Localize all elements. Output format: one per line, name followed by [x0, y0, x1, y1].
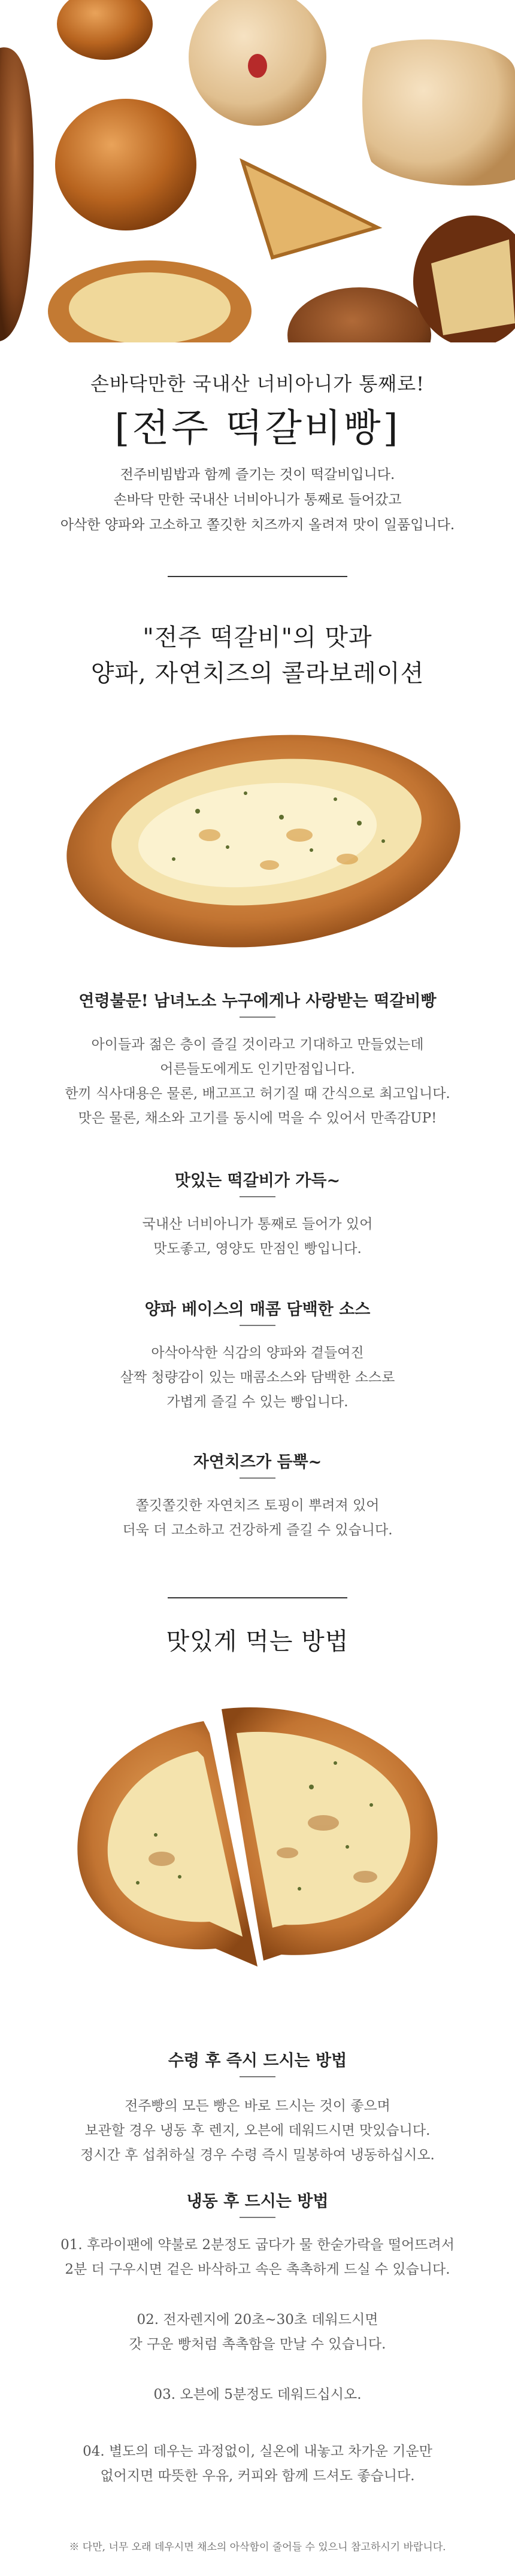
- feature-heading: 자연치즈가 듬뿍~: [193, 1453, 322, 1471]
- section-divider: [168, 1597, 347, 1598]
- hero-bread-assortment: [0, 0, 515, 342]
- collab-title-line: 양파, 자연치즈의 콜라보레이션: [90, 660, 425, 687]
- intro-line: 손바닥 만한 국내산 너비아니가 통째로 들어갔고: [113, 492, 402, 508]
- feature-line: 아이들과 젊은 층이 즐길 것이라고 기대하고 만들었는데: [91, 1037, 424, 1052]
- feature-line: 더욱 더 고소하고 건강하게 즐길 수 있습니다.: [122, 1522, 393, 1538]
- step-line: 04. 별도의 데우는 과정없이, 실온에 내놓고 차가운 기운만: [83, 2444, 432, 2459]
- intro-tagline: 손바닥만한 국내산 너비아니가 통째로!: [90, 372, 425, 395]
- howto-frozen-heading: 냉동 후 드시는 방법: [186, 2192, 329, 2211]
- howto-line: 보관할 경우 냉동 후 렌지, 오븐에 데워드시면 맛있습니다.: [84, 2123, 431, 2138]
- intro-description: [0, 462, 515, 538]
- feature-line: 쫄깃쫄깃한 자연치즈 토핑이 뿌려져 있어: [135, 1498, 380, 1513]
- howto-step-4: [0, 2440, 515, 2489]
- howto-immediate-heading: 수령 후 즉시 드시는 방법: [168, 2052, 347, 2070]
- collab-title: [0, 620, 515, 691]
- reheat-note: ※ 다만, 너무 오래 데우시면 채소의 아삭함이 줄어들 수 있으니 참고하시기 바랍니다.: [69, 2541, 446, 2553]
- feature-body: [0, 1033, 515, 1131]
- collab-title-line: "전주 떡갈비"의 맛과: [143, 624, 372, 651]
- feature-heading: 연령불문! 남녀노소 누구에게나 사랑받는 떡갈비빵: [78, 992, 437, 1011]
- sliced-bread-photo: [0, 1697, 515, 1999]
- step-line: 01. 후라이팬에 약불로 2분정도 굽다가 물 한숟가락을 떨어뜨려서: [60, 2237, 455, 2253]
- howto-step-1: [0, 2233, 515, 2282]
- feature-body: [0, 1494, 515, 1543]
- intro-line: 아삭한 양파와 고소하고 쫄깃한 치즈까지 올려져 맛이 일품입니다.: [60, 517, 455, 533]
- feature-line: 가볍게 즐길 수 있는 빵입니다.: [166, 1394, 349, 1410]
- howto-line: 전주빵의 모든 빵은 바로 드시는 것이 좋으며: [125, 2098, 390, 2114]
- step-line: 03. 오븐에 5분정도 데워드십시오.: [153, 2387, 362, 2402]
- step-line: 2분 더 구우시면 겉은 바삭하고 속은 촉촉하게 드실 수 있습니다.: [65, 2262, 450, 2277]
- feature-line: 아삭아삭한 식감의 양파와 곁들여진: [151, 1345, 364, 1361]
- tteokgalbi-bread-photo: [0, 721, 515, 955]
- feature-line: 어른들도에게도 인기만점입니다.: [160, 1061, 355, 1077]
- section-divider: [168, 576, 347, 577]
- heading-rule: [240, 1477, 275, 1479]
- howto-line: 정시간 후 섭취하실 경우 수령 즉시 밀봉하여 냉동하십시오.: [80, 2147, 435, 2163]
- howto-step-2: [0, 2308, 515, 2357]
- feature-body: [0, 1341, 515, 1415]
- heading-rule: [240, 1325, 275, 1326]
- product-title: [전주 떡갈비빵]: [114, 406, 401, 451]
- heading-rule: [240, 1196, 275, 1197]
- feature-line: 한끼 식사대용은 물론, 배고프고 허기질 때 간식으로 최고입니다.: [65, 1086, 450, 1102]
- step-line: 02. 전자렌지에 20초~30초 데워드시면: [137, 2312, 378, 2328]
- heading-rule: [240, 2217, 275, 2218]
- howto-immediate-body: [0, 2094, 515, 2168]
- feature-heading: 양파 베이스의 매콤 담백한 소스: [144, 1300, 371, 1319]
- feature-line: 맛도좋고, 영양도 만점인 빵입니다.: [153, 1241, 362, 1257]
- step-line: 없어지면 따뜻한 우유, 커피와 함께 드셔도 좋습니다.: [100, 2468, 415, 2484]
- feature-body: [0, 1212, 515, 1261]
- feature-heading: 맛있는 떡갈비가 가득~: [174, 1172, 341, 1190]
- intro-line: 전주비빔밥과 함께 즐기는 것이 떡갈비입니다.: [120, 467, 395, 483]
- feature-line: 국내산 너비아니가 통째로 들어가 있어: [142, 1216, 373, 1232]
- feature-line: 살짝 청량감이 있는 매콤소스와 담백한 소스로: [120, 1370, 395, 1385]
- howto-step-3: [0, 2383, 515, 2407]
- step-line: 갓 구운 빵처럼 촉촉함을 만날 수 있습니다.: [129, 2337, 386, 2352]
- feature-line: 맛은 물론, 채소와 고기를 동시에 먹을 수 있어서 만족감UP!: [78, 1110, 437, 1126]
- heading-rule: [240, 2076, 275, 2077]
- howto-title: 맛있게 먹는 방법: [166, 1628, 349, 1655]
- baguette-left: [0, 47, 34, 341]
- heading-rule: [240, 1017, 275, 1018]
